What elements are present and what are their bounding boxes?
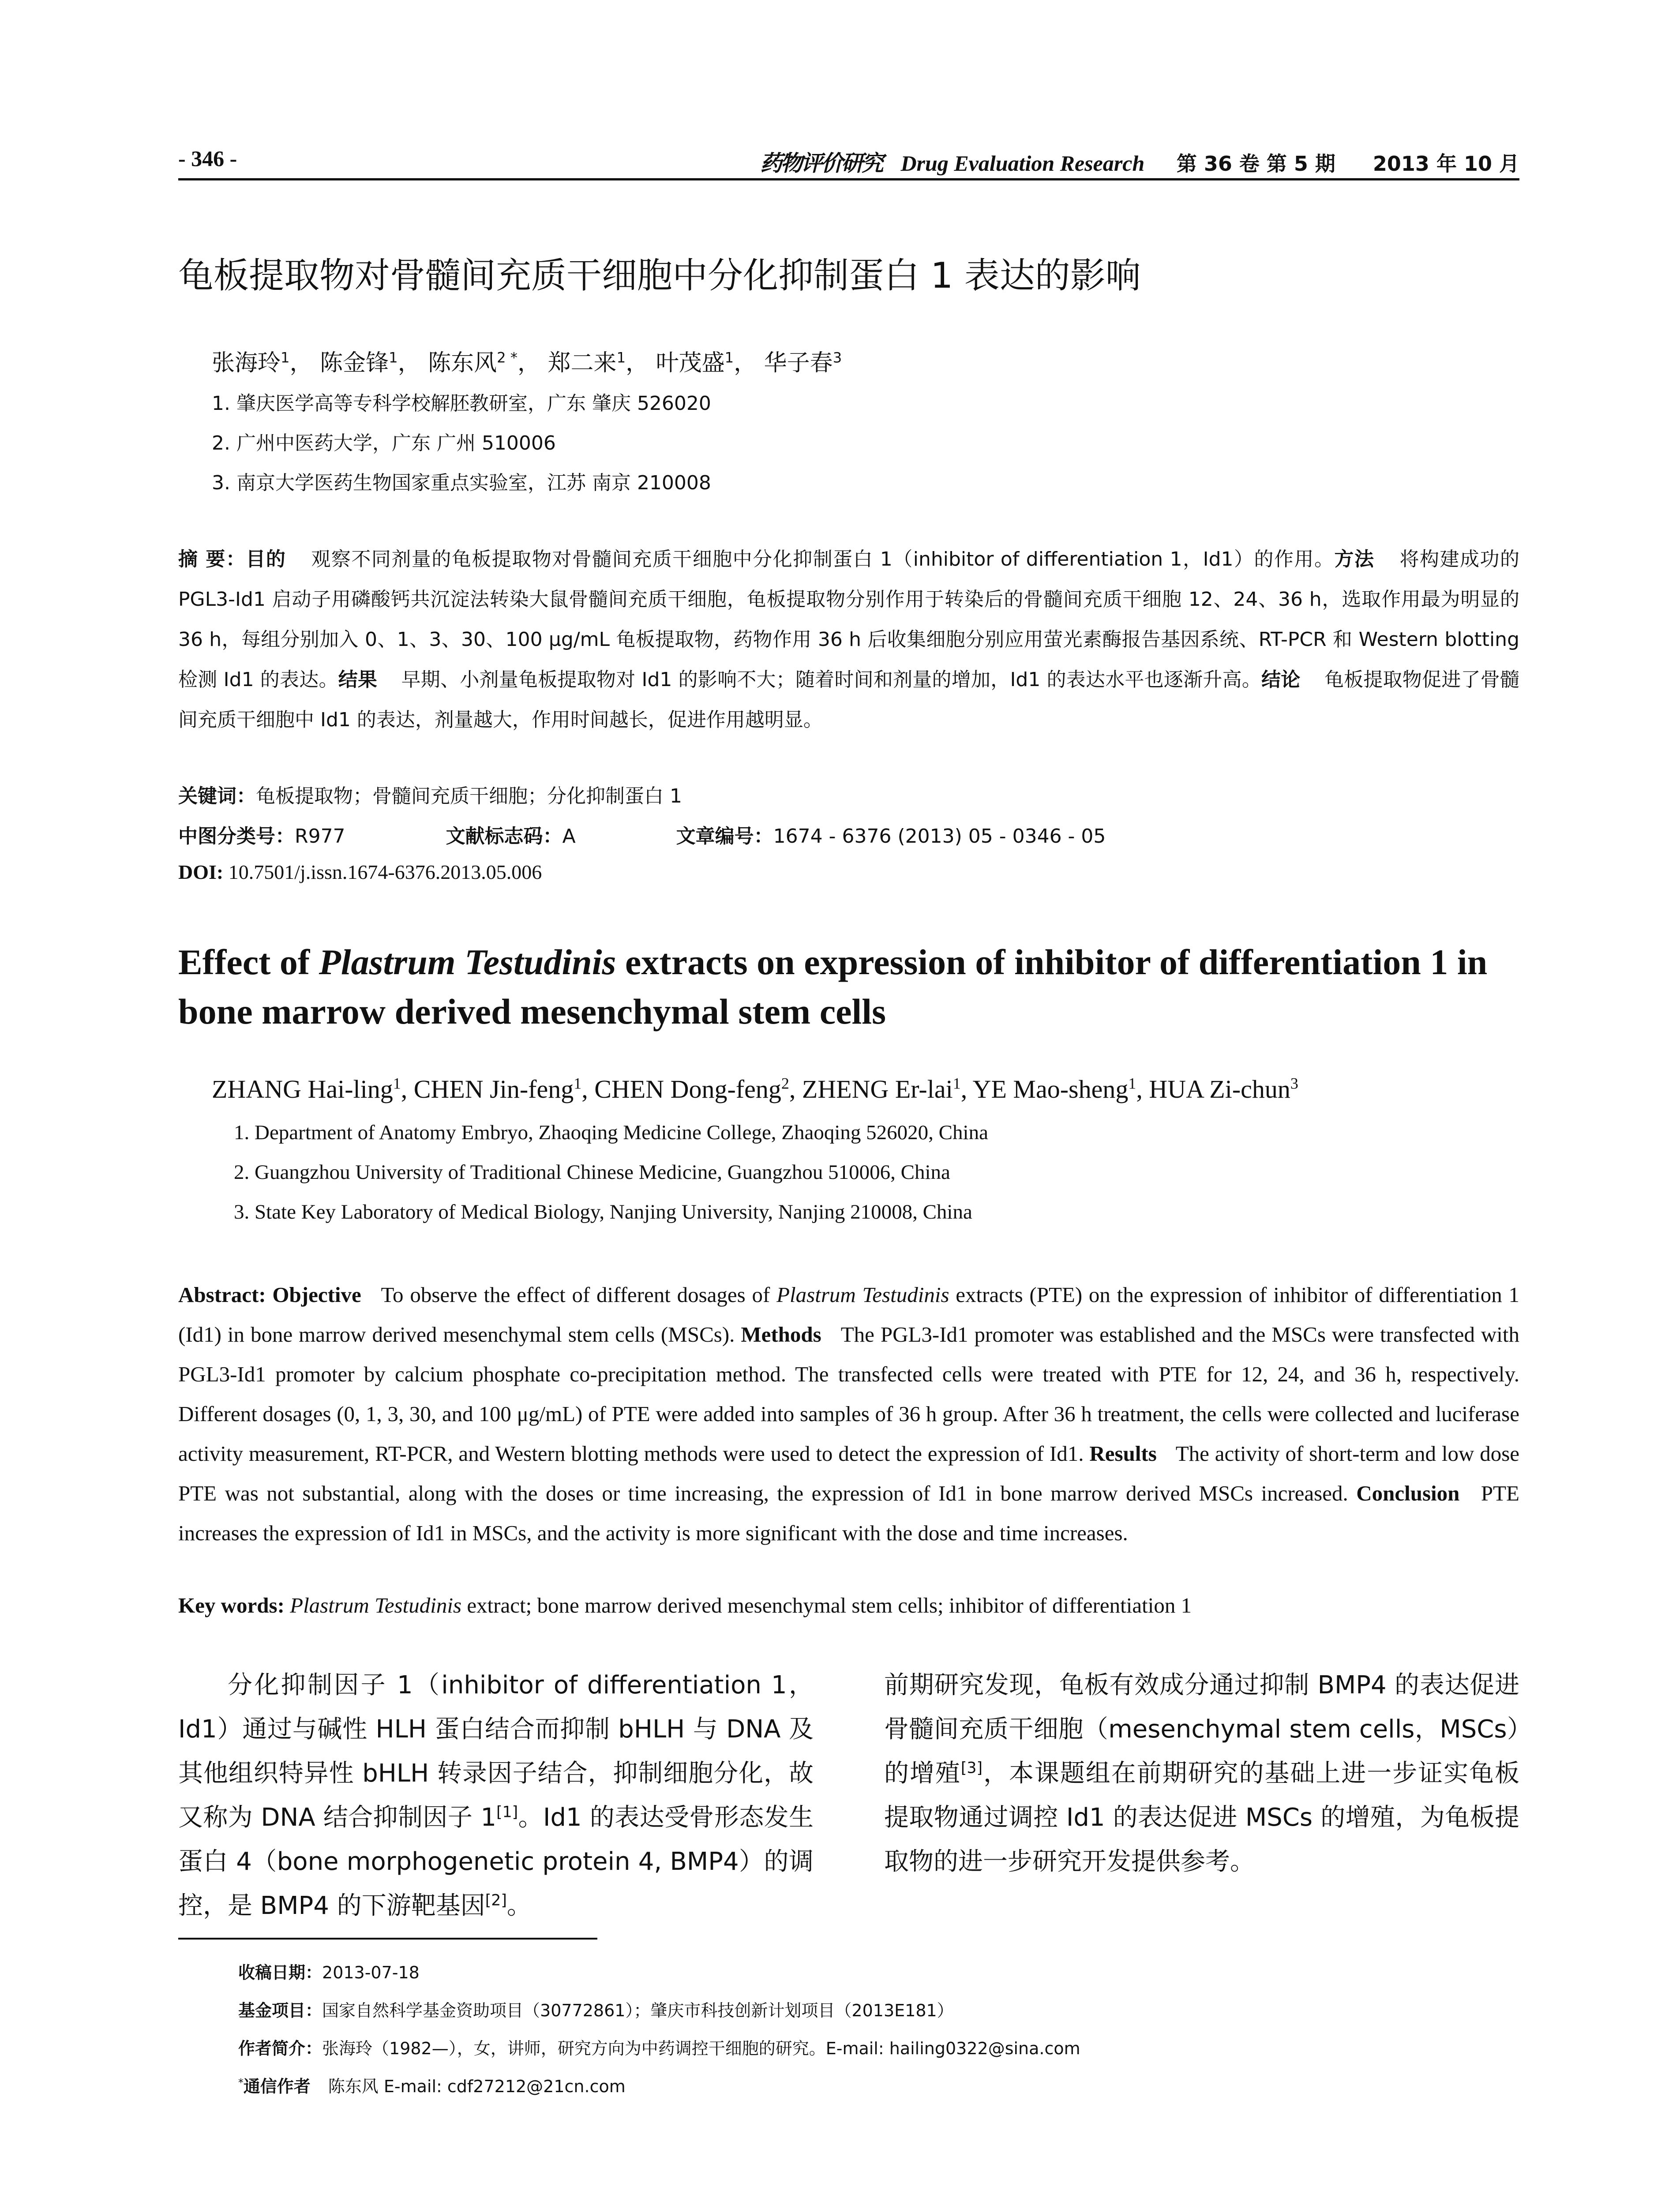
journal-name: Drug Evaluation Research (900, 151, 1145, 176)
conclusion-label: Conclusion (1356, 1481, 1460, 1505)
methods-text: The PGL3-Id1 promoter was established and the MSCs were transfected with PGL3-Id1 promoter by calcium phosphate co-precipitation method. The transfected cells were treated with PTE for 12, 24, and 36 h, respectively. Different dosages (0, 1, 3, 30, and 100 μg/mL) of PTE were added into samples of 36 h group. After 36 h treatment, the cells were collected and luciferase activity measurement, RT-PCR, and Western blotting methods were used to detect the expression of Id1. (178, 1322, 1520, 1466)
page-number: - 346 - (178, 146, 237, 171)
footnote-mark: * (238, 2076, 244, 2089)
abstract-label: 摘 要： (178, 548, 246, 570)
journal-header-right (760, 146, 1519, 177)
author: 郑二来 (548, 350, 617, 376)
citation: [2] (485, 1891, 507, 1910)
cn-affiliation: 2. 广州中医药大学，广东 广州 510006 (212, 432, 556, 454)
footnote-rule (178, 1938, 597, 1940)
cn-classification (178, 820, 1106, 848)
results-text: The activity of short-term and low dose PTE was not substantial, along with the doses or time increasing, the expression of Id1 in bone marrow derived MSCs increased. (178, 1441, 1520, 1505)
cn-abstract (178, 539, 1519, 740)
author: CHEN Jin-feng (413, 1075, 574, 1103)
volume-issue: 第 36 卷 第 5 期 (1176, 152, 1335, 176)
en-affiliation: 2. Guangzhou University of Traditional Chinese Medicine, Guangzhou 510006, China (234, 1161, 950, 1184)
author-sup: 1 (281, 349, 290, 366)
author-sup: 3 (1290, 1074, 1298, 1092)
author-sup: 1 (952, 1074, 961, 1092)
running-header (178, 132, 1519, 185)
footnote-label: 作者简介： (238, 2039, 322, 2058)
article-no-value: 1674 - 6376 (2013) 05 - 0346 - 05 (773, 825, 1106, 848)
en-title-part: Effect of (178, 942, 319, 982)
body-text: 前期研究发现，龟板有效成分通过抑制 BMP4 的表达促进骨髓间充质干细胞（mesenchymal stem cells，MSCs）的增殖 (884, 1671, 1519, 1788)
journal-logo: 药物评价研究 (760, 150, 882, 176)
author-sup: 1 (393, 1074, 401, 1092)
author-sup: 1 (724, 349, 734, 366)
body-column-left (178, 1663, 814, 1928)
body-text: 分化抑制因子 1（inhibitor of differentiation 1，Id1）通过与碱性 HLH 蛋白结合而抑制 bHLH 与 DNA 及其他组织特异性 bHLH 转录因子结合，抑制细胞分化，故又称为 DNA 结合抑制因子 1 (178, 1671, 814, 1832)
author: YE Mao-sheng (972, 1075, 1129, 1103)
footnote-author (238, 2035, 1080, 2059)
clc-label: 中图分类号： (178, 825, 295, 848)
doc-code-value: A (562, 825, 576, 848)
cn-affiliation: 1. 肇庆医学高等专科学校解胚教研室，广东 肇庆 526020 (212, 392, 711, 415)
en-title (178, 938, 1528, 1036)
en-title-part: extracts on expression of inhibitor of differentiation 1 in bone marrow derived mesenchymal stem cells (178, 942, 1488, 1032)
objective-text: To observe the effect of different dosages of (381, 1283, 777, 1307)
author: HUA Zi-chun (1149, 1075, 1290, 1103)
conclusion-text: 龟板提取物促进了骨髓间充质干细胞中 Id1 的表达，剂量越大，作用时间越长，促进作用越明显。 (178, 668, 1519, 731)
en-authors: ZHANG Hai-ling$^1$, CHEN Jin-feng$^1$, CHEN Dong-feng$^2$, ZHENG Er-lai$^1$, YE Mao-sheng$^1$, HUA Zi-chun$^3$ (212, 1074, 1298, 1103)
objective-text: extracts (PTE) on the expression of inhibitor of differentiation 1 (Id1) in bone marrow derived mesenchymal stem cells (MSCs). (178, 1283, 1519, 1347)
en-title-italic: Plastrum Testudinis (319, 942, 616, 982)
keywords-label: Key words: (178, 1593, 285, 1617)
footnote-text: 国家自然科学基金资助项目（30772861）；肇庆市科技创新计划项目（2013E181） (322, 2001, 954, 2020)
author-sup: 3 (832, 349, 842, 366)
conclusion-text: PTE increases the expression of Id1 in MSCs, and the activity is more significant with the dose and time increases. (178, 1481, 1519, 1545)
doi-value: 10.7501/j.issn.1674-6376.2013.05.006 (228, 861, 542, 883)
body-text: 。Id1 的表达受骨形态发生蛋白 4（bone morphogenetic protein 4, BMP4）的调控，是 BMP4 的下游靶基因 (178, 1803, 814, 1920)
results-text: 早期、小剂量龟板提取物对 Id1 的影响不大；随着时间和剂量的增加，Id1 的表达水平也逐渐升高。 (401, 668, 1262, 691)
footnote-text: 2013-07-18 (322, 1963, 420, 1982)
author: ZHANG Hai-ling (212, 1075, 393, 1103)
conclusion-label: 结论 (1261, 668, 1301, 691)
footnote-label: 通信作者 (243, 2077, 311, 2096)
author-sup: 1 (1128, 1074, 1136, 1092)
footnote-corresponding (238, 2073, 626, 2097)
cn-title: 龟板提取物对骨髓间充质干细胞中分化抑制蛋白 1 表达的影响 (178, 255, 1141, 296)
keywords-label: 关键词： (178, 785, 256, 807)
en-abstract (178, 1275, 1519, 1553)
methods-label: 方法 (1334, 548, 1375, 570)
objective-italic: Plastrum Testudinis (776, 1283, 949, 1307)
keywords-text: extract; bone marrow derived mesenchymal stem cells; inhibitor of differentiation 1 (461, 1593, 1192, 1617)
author-sup: 1 (616, 349, 626, 366)
en-affiliation: 3. State Key Laboratory of Medical Biology, Nanjing University, Nanjing 210008, China (234, 1201, 972, 1223)
methods-label: Methods (741, 1322, 821, 1347)
author: CHEN Dong-feng (594, 1075, 781, 1103)
author: ZHENG Er-lai (802, 1075, 953, 1103)
footnote-received (238, 1959, 420, 1983)
abstract-label: Abstract: Objective (178, 1283, 361, 1307)
body-text: 。 (506, 1891, 532, 1920)
footnote-fund (238, 1997, 954, 2021)
results-label: Results (1089, 1441, 1157, 1466)
author: 华子春 (764, 350, 833, 376)
author-sup: 2 * (497, 349, 518, 366)
footnote-label: 基金项目： (238, 2001, 322, 2020)
body-text: ，本课题组在前期研究的基础上进一步证实龟板提取物通过调控 Id1 的表达促进 MSCs 的增殖，为龟板提取物的进一步研究开发提供参考。 (884, 1759, 1520, 1876)
doi-label: DOI: (178, 861, 224, 883)
footnote-label: 收稿日期： (238, 1963, 322, 1982)
citation: [3] (960, 1759, 983, 1777)
methods-text: 将构建成功的 PGL3-Id1 启动子用磷酸钙共沉淀法转染大鼠骨髓间充质干细胞，龟板提取物分别作用于转染后的骨髓间充质干细胞 12、24、36 h，选取作用最为明显的 36 h，每组分别加入 0、1、3、30、100 μg/mL 龟板提取物，药物作用 36 h 后收集细胞分别应用萤光素酶报告基因系统、RT-PCR 和 Western blotting 检测 Id1 的表达。 (178, 548, 1520, 691)
author-sup: 1 (389, 349, 398, 366)
author-sup: 2 (781, 1074, 789, 1092)
en-affiliation: 1. Department of Anatomy Embryo, Zhaoqing Medicine College, Zhaoqing 526020, China (234, 1121, 988, 1144)
objective-label: 目的 (246, 548, 286, 570)
cn-doi (178, 860, 542, 884)
cn-keywords (178, 780, 682, 808)
author: 陈金锋 (320, 350, 389, 376)
objective-text: 观察不同剂量的龟板提取物对骨髓间充质干细胞中分化抑制蛋白 1（inhibitor of differentiation 1，Id1）的作用。 (310, 548, 1335, 570)
citation: [1] (496, 1803, 518, 1821)
author: 张海玲 (212, 350, 281, 376)
author: 陈东风 (428, 350, 497, 376)
article-no-label: 文章编号： (676, 825, 773, 848)
keywords-italic: Plastrum Testudinis (290, 1593, 462, 1617)
header-rule (178, 178, 1519, 180)
en-keywords (178, 1593, 1192, 1618)
keywords-text: 龟板提取物；骨髓间充质干细胞；分化抑制蛋白 1 (256, 785, 682, 807)
footnote-text: 陈东风 E-mail: cdf27212@21cn.com (328, 2077, 626, 2096)
doc-code-label: 文献标志码： (446, 825, 562, 848)
cn-affiliation: 3. 南京大学医药生物国家重点实验室，江苏 南京 210008 (212, 472, 711, 494)
footnote-text: 张海玲（1982—），女，讲师，研究方向为中药调控干细胞的研究。E-mail: hailing0322@sina.com (322, 2039, 1080, 2058)
author-sup: 1 (574, 1074, 582, 1092)
author: 叶茂盛 (656, 350, 725, 376)
clc-value: R977 (295, 825, 345, 848)
results-label: 结果 (338, 668, 378, 691)
body-column-right (884, 1663, 1519, 1884)
issue-date: 2013 年 10 月 (1372, 152, 1519, 176)
cn-authors: 张海玲$^1$， 陈金锋$^1$， 陈东风$^{2 *}$， 郑二来$^1$， 叶茂盛$^1$， 华子春$^3$ (212, 349, 842, 376)
